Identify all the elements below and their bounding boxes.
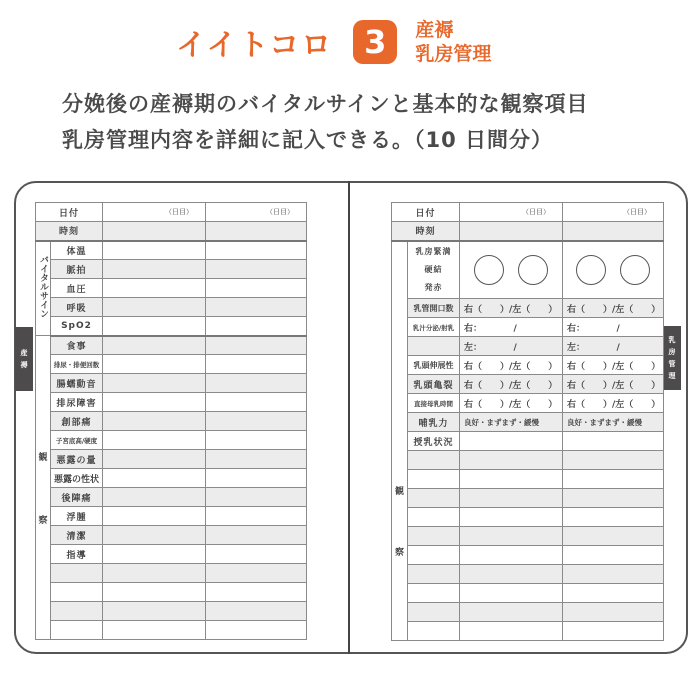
row-label: 創部痛 bbox=[51, 412, 103, 431]
row-label: 直接母乳時間 bbox=[408, 394, 460, 413]
observation-group-label bbox=[392, 241, 408, 641]
entry-cell[interactable] bbox=[103, 564, 206, 583]
breast-circle-right-icon[interactable] bbox=[576, 255, 606, 285]
row-label: SpO2 bbox=[51, 317, 103, 336]
entry-cell[interactable] bbox=[103, 336, 206, 355]
row-label: 授乳状況 bbox=[408, 432, 460, 451]
row-label-blank[interactable] bbox=[408, 470, 460, 489]
description-line-1: 分娩後の産褥期のバイタルサインと基本的な観察項目 bbox=[62, 92, 589, 116]
row-label-blank[interactable] bbox=[408, 603, 460, 622]
entry-cell[interactable] bbox=[563, 565, 664, 584]
entry-cell[interactable] bbox=[103, 602, 206, 621]
row-label-blank[interactable] bbox=[408, 565, 460, 584]
breast-diagram-cell[interactable] bbox=[563, 241, 664, 299]
entry-cell[interactable] bbox=[563, 584, 664, 603]
date-label: 日付 bbox=[392, 203, 460, 222]
vital-group-text: バイタルサイン bbox=[38, 255, 48, 319]
entry-cell[interactable] bbox=[460, 508, 563, 527]
row-label: 体温 bbox=[51, 241, 103, 260]
entry-cell[interactable] bbox=[206, 336, 307, 355]
entry-cell[interactable] bbox=[563, 508, 664, 527]
category-line-1: 産褥 bbox=[415, 19, 454, 41]
entry-cell[interactable] bbox=[206, 393, 307, 412]
entry-cell[interactable] bbox=[206, 279, 307, 298]
breast-state-label bbox=[408, 241, 460, 299]
entry-cell[interactable] bbox=[460, 565, 563, 584]
entry-cell[interactable] bbox=[206, 526, 307, 545]
entry-cell[interactable] bbox=[103, 583, 206, 602]
tab-char: 産 bbox=[20, 349, 28, 357]
day-cell[interactable]: （日目） bbox=[460, 203, 563, 222]
entry-cell[interactable]: 右（ ）/左（ ） bbox=[460, 375, 563, 394]
entry-cell[interactable] bbox=[563, 451, 664, 470]
entry-cell[interactable] bbox=[206, 507, 307, 526]
brand-name: イイトコロ bbox=[176, 28, 334, 63]
index-tab-postpartum[interactable] bbox=[15, 327, 33, 391]
entry-cell[interactable] bbox=[103, 374, 206, 393]
suckling-options[interactable]: 良好・まずまず・緩慢 bbox=[460, 413, 563, 432]
entry-cell[interactable] bbox=[563, 603, 664, 622]
entry-cell[interactable] bbox=[563, 546, 664, 565]
entry-cell[interactable] bbox=[460, 470, 563, 489]
entry-cell[interactable] bbox=[103, 526, 206, 545]
category-label bbox=[415, 18, 491, 66]
breast-diagram-cell[interactable] bbox=[460, 241, 563, 299]
row-label-blank[interactable] bbox=[51, 602, 103, 621]
time-cell[interactable] bbox=[563, 222, 664, 241]
entry-cell[interactable] bbox=[460, 489, 563, 508]
suckling-options[interactable]: 良好・まずまず・緩慢 bbox=[563, 413, 664, 432]
entry-cell[interactable] bbox=[103, 241, 206, 260]
row-label-blank[interactable] bbox=[408, 489, 460, 508]
tab-char: 乳 bbox=[668, 336, 676, 344]
description-line-2: 乳房管理内容を詳細に記入できる。（10 日間分） bbox=[62, 128, 554, 152]
day-cell[interactable]: （日目） bbox=[206, 203, 307, 222]
entry-cell[interactable] bbox=[103, 393, 206, 412]
entry-cell[interactable] bbox=[563, 489, 664, 508]
index-tab-breast-care[interactable] bbox=[663, 326, 681, 390]
tab-char: 褥 bbox=[20, 361, 28, 369]
breast-care-record-table bbox=[391, 202, 664, 641]
row-label: 乳管開口数 bbox=[408, 299, 460, 318]
row-label: 哺乳力 bbox=[408, 413, 460, 432]
time-cell[interactable] bbox=[460, 222, 563, 241]
entry-cell[interactable] bbox=[103, 298, 206, 317]
entry-cell[interactable]: 右： / bbox=[563, 318, 664, 337]
entry-cell[interactable] bbox=[206, 545, 307, 564]
row-label: 呼吸 bbox=[51, 298, 103, 317]
observation-group-label bbox=[36, 336, 51, 640]
row-label: 排尿・排便回数 bbox=[51, 355, 103, 374]
row-label: 脈拍 bbox=[51, 260, 103, 279]
time-label: 時刻 bbox=[392, 222, 460, 241]
entry-cell[interactable] bbox=[103, 260, 206, 279]
entry-cell[interactable] bbox=[103, 279, 206, 298]
row-label-blank[interactable] bbox=[51, 564, 103, 583]
row-label bbox=[408, 337, 460, 356]
time-label: 時刻 bbox=[36, 222, 103, 241]
entry-cell[interactable]: 右（ ）/左（ ） bbox=[460, 356, 563, 375]
row-label-blank[interactable] bbox=[51, 621, 103, 640]
label-line: 乳房緊満 bbox=[415, 246, 452, 256]
entry-cell[interactable] bbox=[563, 527, 664, 546]
entry-cell[interactable] bbox=[460, 451, 563, 470]
entry-cell[interactable] bbox=[103, 469, 206, 488]
entry-cell[interactable]: 右： / bbox=[460, 318, 563, 337]
row-label: 指導 bbox=[51, 545, 103, 564]
entry-cell[interactable] bbox=[103, 621, 206, 640]
entry-cell[interactable] bbox=[103, 545, 206, 564]
category-line-2: 乳房管理 bbox=[415, 43, 492, 65]
row-label: 子宮底高/硬度 bbox=[51, 431, 103, 450]
entry-cell[interactable]: 右（ ）/左（ ） bbox=[460, 299, 563, 318]
entry-cell[interactable]: 右（ ）/左（ ） bbox=[563, 356, 664, 375]
entry-cell[interactable]: 右（ ）/左（ ） bbox=[563, 299, 664, 318]
row-label: 食事 bbox=[51, 336, 103, 355]
postpartum-record-table bbox=[35, 202, 307, 640]
vital-signs-group-label bbox=[36, 241, 51, 336]
tab-char: 房 bbox=[668, 348, 676, 356]
entry-cell[interactable] bbox=[206, 469, 307, 488]
entry-cell[interactable] bbox=[460, 432, 563, 451]
entry-cell[interactable] bbox=[206, 317, 307, 336]
entry-cell[interactable] bbox=[206, 564, 307, 583]
volume-badge: 3 bbox=[353, 20, 397, 64]
entry-cell[interactable]: 右（ ）/左（ ） bbox=[563, 375, 664, 394]
day-cell[interactable]: （日目） bbox=[103, 203, 206, 222]
row-label: 腸蠕動音 bbox=[51, 374, 103, 393]
row-label: 乳頭伸展性 bbox=[408, 356, 460, 375]
entry-cell[interactable] bbox=[206, 355, 307, 374]
entry-cell[interactable] bbox=[206, 488, 307, 507]
entry-cell[interactable] bbox=[103, 355, 206, 374]
entry-cell[interactable] bbox=[103, 412, 206, 431]
brand-header bbox=[176, 16, 491, 68]
row-label: 悪露の性状 bbox=[51, 469, 103, 488]
row-label-blank[interactable] bbox=[408, 622, 460, 641]
notebook-spine bbox=[348, 181, 350, 654]
tab-char: 理 bbox=[668, 372, 676, 380]
obs-char: 観 bbox=[38, 452, 48, 463]
entry-cell[interactable] bbox=[206, 450, 307, 469]
row-label-blank[interactable] bbox=[408, 508, 460, 527]
breast-circle-left-icon[interactable] bbox=[620, 255, 650, 285]
row-label: 乳汁分泌/射乳 bbox=[408, 318, 460, 337]
row-label: 乳頭亀裂 bbox=[408, 375, 460, 394]
time-cell[interactable] bbox=[103, 222, 206, 241]
entry-cell[interactable] bbox=[563, 470, 664, 489]
row-label: 浮腫 bbox=[51, 507, 103, 526]
row-label-blank[interactable] bbox=[408, 451, 460, 470]
day-cell[interactable]: （日目） bbox=[563, 203, 664, 222]
entry-cell[interactable]: 右（ ）/左（ ） bbox=[460, 394, 563, 413]
entry-cell[interactable] bbox=[563, 432, 664, 451]
breast-circle-right-icon[interactable] bbox=[474, 255, 504, 285]
obs-char: 察 bbox=[38, 515, 48, 526]
label-line: 発赤 bbox=[424, 282, 443, 292]
entry-cell[interactable] bbox=[460, 622, 563, 641]
entry-cell[interactable] bbox=[460, 603, 563, 622]
date-label: 日付 bbox=[36, 203, 103, 222]
entry-cell[interactable] bbox=[206, 431, 307, 450]
entry-cell[interactable] bbox=[460, 584, 563, 603]
label-line: 硬結 bbox=[424, 264, 443, 274]
row-label: 後陣痛 bbox=[51, 488, 103, 507]
entry-cell[interactable] bbox=[103, 431, 206, 450]
entry-cell[interactable] bbox=[563, 622, 664, 641]
row-label: 排尿障害 bbox=[51, 393, 103, 412]
entry-cell[interactable] bbox=[206, 412, 307, 431]
entry-cell[interactable] bbox=[103, 507, 206, 526]
entry-cell[interactable] bbox=[206, 583, 307, 602]
entry-cell[interactable]: 左： / bbox=[460, 337, 563, 356]
row-label-blank[interactable] bbox=[408, 546, 460, 565]
product-description bbox=[62, 86, 662, 158]
row-label-blank[interactable] bbox=[408, 527, 460, 546]
entry-cell[interactable]: 右（ ）/左（ ） bbox=[563, 394, 664, 413]
breast-circle-left-icon[interactable] bbox=[518, 255, 548, 285]
row-label: 清潔 bbox=[51, 526, 103, 545]
entry-cell[interactable] bbox=[460, 527, 563, 546]
row-label: 悪露の量 bbox=[51, 450, 103, 469]
time-cell[interactable] bbox=[206, 222, 307, 241]
obs-char: 観 bbox=[394, 486, 404, 497]
obs-char: 察 bbox=[394, 547, 404, 558]
entry-cell[interactable] bbox=[206, 374, 307, 393]
entry-cell[interactable] bbox=[103, 317, 206, 336]
tab-char: 管 bbox=[668, 360, 676, 368]
entry-cell[interactable] bbox=[206, 621, 307, 640]
entry-cell[interactable] bbox=[103, 488, 206, 507]
row-label-blank[interactable] bbox=[408, 584, 460, 603]
entry-cell[interactable] bbox=[103, 450, 206, 469]
row-label-blank[interactable] bbox=[51, 583, 103, 602]
entry-cell[interactable]: 左： / bbox=[563, 337, 664, 356]
entry-cell[interactable] bbox=[206, 602, 307, 621]
entry-cell[interactable] bbox=[206, 298, 307, 317]
entry-cell[interactable] bbox=[206, 260, 307, 279]
entry-cell[interactable] bbox=[206, 241, 307, 260]
entry-cell[interactable] bbox=[460, 546, 563, 565]
row-label: 血圧 bbox=[51, 279, 103, 298]
